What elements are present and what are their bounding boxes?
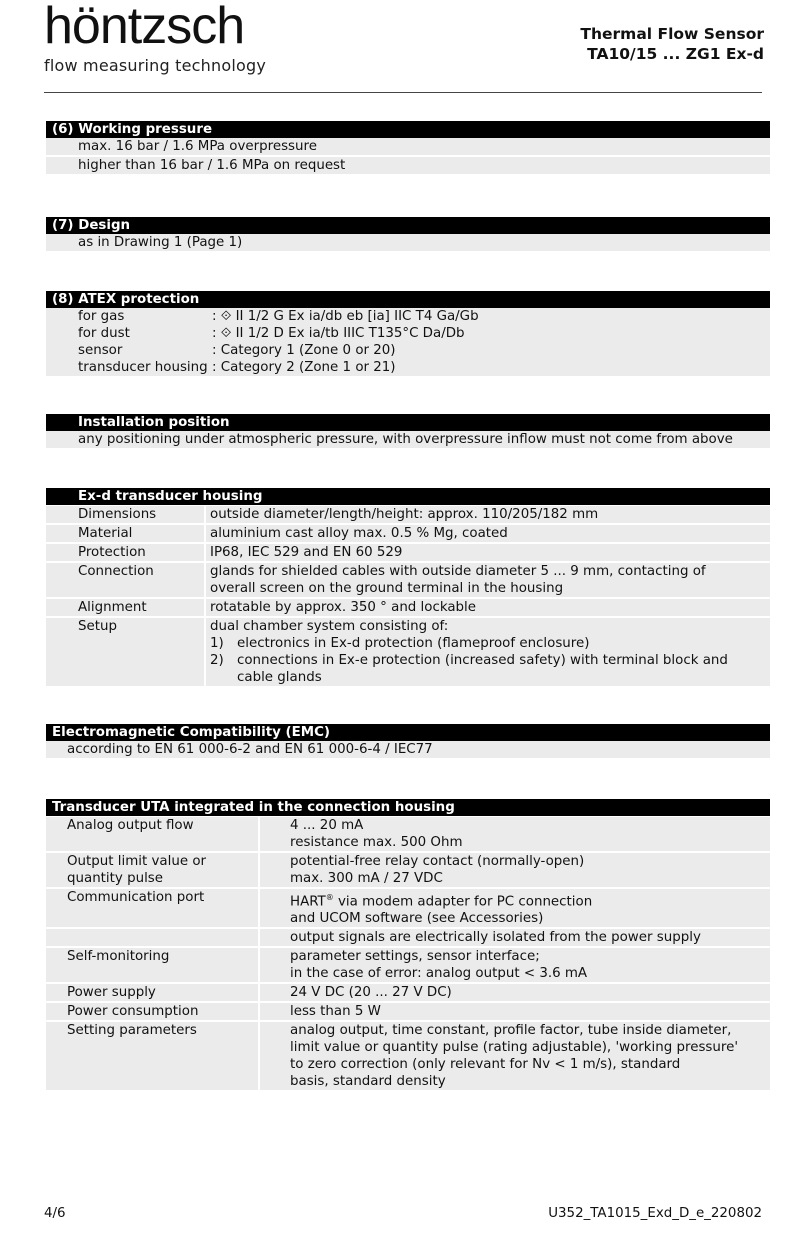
atex-value: : Category 1 (Zone 0 or 20) [212, 343, 396, 358]
list-text [237, 652, 728, 686]
section-heading: Installation position [46, 414, 770, 431]
list-number: 1) [210, 636, 224, 651]
section-transducer-uta [46, 799, 770, 1092]
table-row [46, 618, 770, 686]
table-row [46, 563, 770, 597]
spec-line: higher than 16 bar / 1.6 MPa on request [46, 157, 770, 174]
spec-label [46, 853, 260, 887]
atex-value: : ⟐ II 1/2 G Ex ia/db eb [ia] IIC T4 Ga/Gb [212, 309, 479, 324]
label-line: Output limit value or [67, 854, 207, 869]
table-row [46, 506, 770, 523]
section-heading: Electromagnetic Compatibility (EMC) [46, 724, 770, 741]
value-text: via modem adapter for PC connection [333, 894, 593, 910]
table-row [46, 929, 770, 946]
value-line: limit value or quantity pulse (rating adjustable), 'working pressure' [290, 1040, 739, 1056]
value-line: overall screen on the ground terminal in the housing [210, 581, 564, 596]
section-installation-position [46, 414, 770, 448]
document-id: U352_TA1015_Exd_D_e_220802 [548, 1206, 762, 1221]
spec-label: Setup [46, 618, 206, 686]
spec-value [260, 948, 770, 982]
section-exd-housing [46, 488, 770, 688]
spec-value: outside diameter/length/height: approx. 110/205/182 mm [206, 506, 770, 523]
spec-label: Power consumption [46, 1003, 260, 1020]
company-logo [44, 0, 266, 76]
header-divider [44, 92, 762, 93]
spec-label: Setting parameters [46, 1022, 260, 1090]
spec-label: Material [46, 525, 206, 542]
spec-label: Dimensions [46, 506, 206, 523]
spec-value: rotatable by approx. 350 ° and lockable [206, 599, 770, 616]
value-line: potential-free relay contact (normally-open) [290, 854, 585, 869]
table-row [46, 525, 770, 542]
table-row [46, 544, 770, 561]
spec-value [260, 817, 770, 851]
value-line: to zero correction (only relevant for Nv < 1 m/s), standard [290, 1057, 681, 1073]
value-line: in the case of error: analog output < 3.6 mA [290, 966, 588, 982]
atex-row [78, 359, 764, 376]
spec-value: output signals are electrically isolated from the power supply [260, 929, 770, 946]
spec-line: max. 16 bar / 1.6 MPa overpressure [46, 138, 770, 155]
spec-line: any positioning under atmospheric pressure, with overpressure inflow must not come from above [46, 431, 770, 448]
title-line-1: Thermal Flow Sensor [580, 25, 764, 43]
table-row [46, 984, 770, 1001]
page-number: 4/6 [44, 1206, 66, 1221]
atex-row [78, 308, 764, 325]
section-heading: Ex-d transducer housing [46, 488, 770, 505]
spec-value: 24 V DC (20 ... 27 V DC) [260, 984, 770, 1001]
list-text: electronics in Ex-d protection (flameproof enclosure) [237, 636, 590, 651]
list-text-line: connections in Ex-e protection (increased safety) with terminal block and [237, 653, 728, 668]
registered-mark: ® [325, 893, 334, 902]
housing-spec-table [46, 504, 770, 688]
spec-label: Connection [46, 563, 206, 597]
spec-label: Analog output flow [46, 817, 260, 851]
spec-label: Self-monitoring [46, 948, 260, 982]
table-row [46, 817, 770, 851]
spec-value: aluminium cast alloy max. 0.5 % Mg, coated [206, 525, 770, 542]
section-working-pressure [46, 121, 770, 174]
atex-label: for gas [78, 309, 125, 324]
value-line: basis, standard density [290, 1074, 446, 1090]
section-heading: (7) Design [46, 217, 770, 234]
section-heading: (6) Working pressure [46, 121, 770, 138]
hart-text: HART [290, 894, 326, 910]
table-row [46, 889, 770, 927]
value-line: resistance max. 500 Ohm [290, 835, 463, 850]
value-line: dual chamber system consisting of: [210, 619, 449, 634]
table-row [46, 1003, 770, 1020]
label-line: quantity pulse [67, 871, 164, 886]
value-line: max. 300 mA / 27 VDC [290, 871, 443, 886]
spec-line: as in Drawing 1 (Page 1) [46, 234, 770, 251]
atex-label: sensor [78, 343, 123, 358]
atex-value: : ⟐ II 1/2 D Ex ia/tb IIIC T135°C Da/Db [212, 326, 465, 341]
spec-value: less than 5 W [260, 1003, 770, 1020]
table-row [46, 1022, 770, 1090]
value-line: and UCOM software (see Accessories) [290, 911, 544, 927]
table-row [46, 853, 770, 887]
list-text-line: cable glands [237, 670, 322, 685]
table-row [46, 948, 770, 982]
atex-row [78, 342, 764, 359]
section-design [46, 217, 770, 251]
value-line: analog output, time constant, profile factor, tube inside diameter, [290, 1023, 732, 1039]
list-item [210, 652, 770, 686]
logo-wordmark: höntzsch [44, 0, 245, 55]
spec-value: IP68, IEC 529 and EN 60 529 [206, 544, 770, 561]
list-item [210, 635, 770, 652]
section-emc [46, 724, 770, 758]
value-line: glands for shielded cables with outside diameter 5 ... 9 mm, contacting of [210, 564, 706, 579]
title-line-2: TA10/15 ... ZG1 Ex-d [587, 45, 764, 63]
document-title [580, 24, 764, 64]
value-line: parameter settings, sensor interface; [290, 949, 540, 965]
spec-line: according to EN 61 000-6-2 and EN 61 000-6-4 / IEC77 [46, 741, 770, 758]
section-heading: Transducer UTA integrated in the connection housing [46, 799, 770, 816]
spec-value [206, 563, 770, 597]
spec-label: Power supply [46, 984, 260, 1001]
spec-value [206, 618, 770, 686]
section-heading: (8) ATEX protection [46, 291, 770, 308]
spec-value [260, 889, 770, 927]
list-number: 2) [210, 653, 224, 668]
spec-label [46, 929, 260, 946]
atex-block [46, 308, 770, 376]
spec-label: Protection [46, 544, 206, 561]
atex-value: : Category 2 (Zone 1 or 21) [212, 360, 396, 375]
atex-label: for dust [78, 326, 130, 341]
atex-row [78, 325, 764, 342]
spec-value [260, 853, 770, 887]
atex-label: transducer housing [78, 360, 208, 375]
spec-label: Communication port [46, 889, 260, 927]
uta-spec-table [46, 815, 770, 1092]
section-atex-protection [46, 291, 770, 376]
spec-value [260, 1022, 770, 1090]
spec-label: Alignment [46, 599, 206, 616]
value-line: 4 ... 20 mA [290, 818, 364, 833]
value-line [290, 889, 770, 910]
logo-tagline: flow measuring technology [44, 56, 266, 75]
table-row [46, 599, 770, 616]
